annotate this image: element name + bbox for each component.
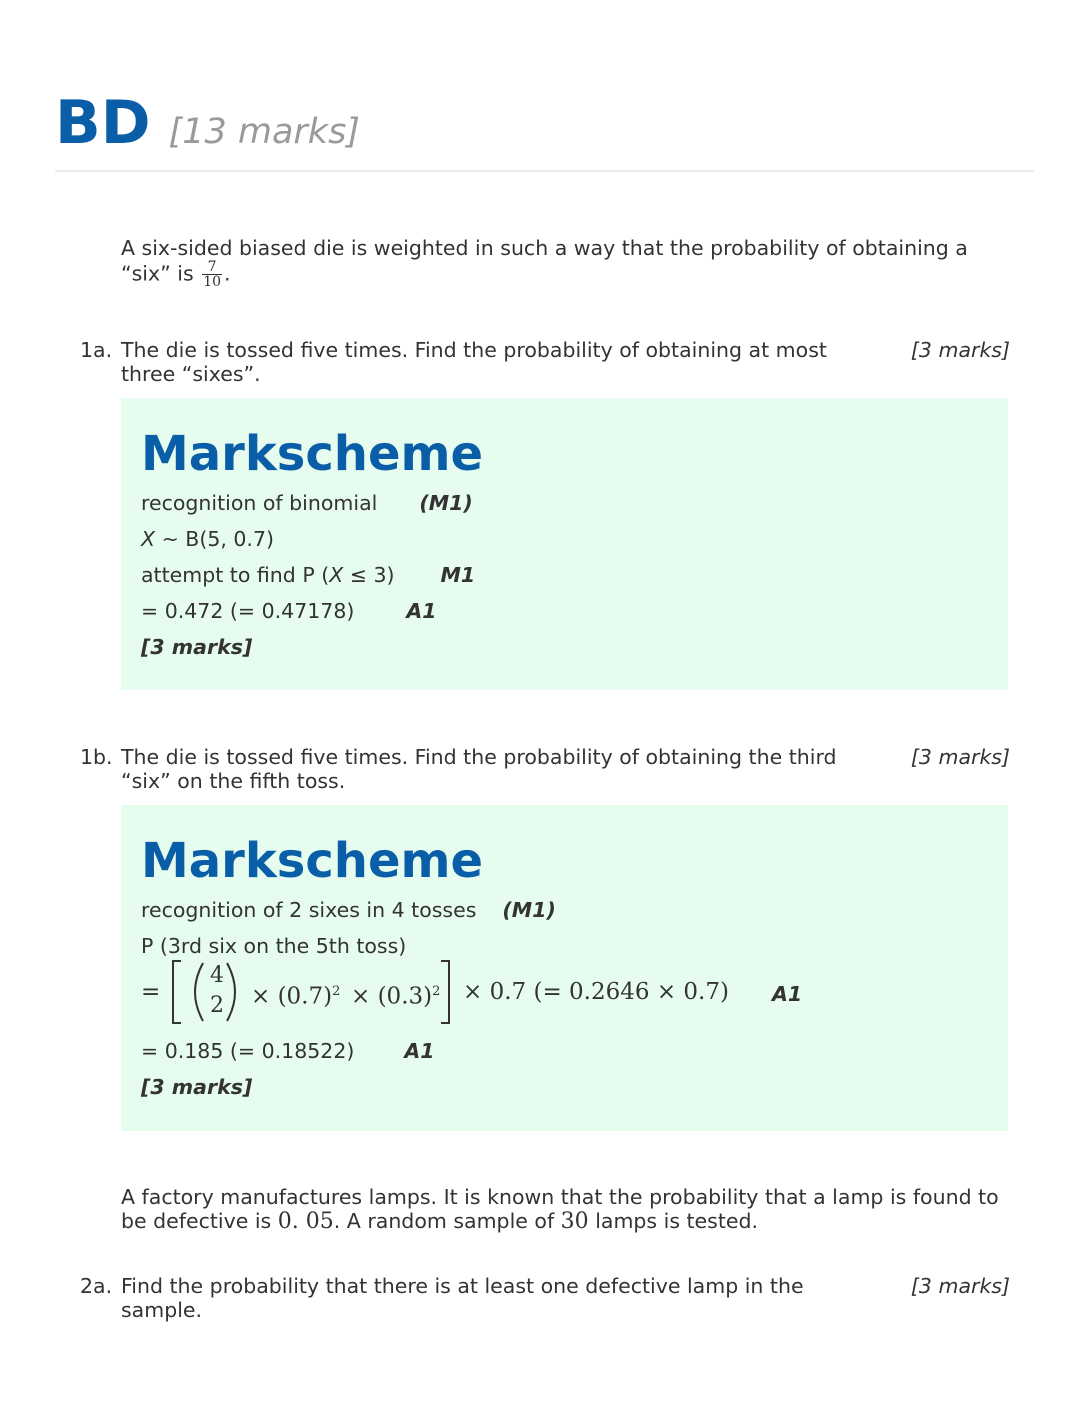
markscheme-step-text: recognition of binomial (141, 491, 378, 515)
markscheme-heading: Markscheme (141, 833, 484, 889)
markscheme-line (141, 563, 475, 587)
formula-term-text: × (0.3) (351, 983, 433, 1010)
markscheme-line (141, 898, 556, 922)
question-number-1a: 1a. (80, 338, 113, 362)
markscheme-line (141, 1039, 435, 1063)
markscheme-step-text: attempt to find P ( (141, 563, 330, 587)
markscheme-step-text: ≤ 3) (343, 563, 395, 587)
mark-label: (M1) (419, 491, 473, 515)
formula-term-03 (351, 980, 440, 1009)
question-number-1b: 1b. (80, 745, 113, 769)
binomial-bottom: 2 (210, 993, 224, 1018)
title-code: BD (55, 88, 151, 158)
question-marks-2a: [3 marks] (910, 1274, 1010, 1298)
markscheme-step-text: = 0.185 (= 0.18522) (141, 1039, 355, 1063)
mark-label: A1 (772, 982, 803, 1006)
probability-value: 0. 05 (277, 1209, 334, 1234)
markscheme-step-text: P (3rd six on the 5th toss) (141, 934, 407, 958)
question-text-1a: The die is tossed five times. Find the probability of obtaining at most three “sixes”. (121, 338, 827, 386)
markscheme-box-1b (121, 805, 1008, 1131)
mark-label: M1 (440, 563, 476, 587)
question-marks-1b: [3 marks] (910, 745, 1010, 769)
formula-term-07 (251, 980, 340, 1009)
formula-term-text: × (0.7) (251, 983, 333, 1010)
variable-x: X (141, 527, 156, 551)
question-text-2a: Find the probability that there is at least one defective lamp in the sample. (121, 1274, 804, 1322)
exponent: 2 (432, 984, 441, 999)
markscheme-line (141, 527, 274, 551)
markscheme-box-1a (121, 398, 1008, 690)
markscheme-step-text: ~ B(5, 0.7) (155, 527, 274, 551)
intro-lamps (121, 1185, 1011, 1234)
intro-die-text: A six-sided biased die is weighted in such a way that the probability of obtaining a “six” is (121, 236, 968, 286)
intro-die (121, 236, 1021, 289)
question-marks-1a: [3 marks] (910, 338, 1010, 362)
mark-label: (M1) (502, 898, 556, 922)
markscheme-heading: Markscheme (141, 426, 484, 482)
markscheme-step-text: recognition of 2 sixes in 4 tosses (141, 898, 477, 922)
markscheme-line (141, 934, 406, 958)
page-title (55, 88, 360, 158)
binomial-top: 4 (210, 963, 224, 988)
fraction-denominator: 10 (203, 274, 222, 290)
mark-label: A1 (406, 599, 437, 623)
question-text-1b: The die is tossed five times. Find the probability of obtaining the third “six” on the fifth toss. (121, 745, 837, 793)
markscheme-total: [3 marks] (141, 635, 253, 659)
markscheme-total: [3 marks] (141, 1075, 253, 1099)
exponent: 2 (332, 984, 341, 999)
header-divider (55, 170, 1034, 172)
intro-lamps-text: . A random sample of (333, 1209, 561, 1233)
sample-size-value: 30 (560, 1209, 589, 1234)
variable-x: X (329, 563, 344, 587)
markscheme-line (141, 599, 437, 623)
formula-tail: × 0.7 (= 0.2646 × 0.7) (463, 979, 729, 1005)
formula-equals: = (141, 979, 161, 1005)
markscheme-step-text: = 0.472 (= 0.47178) (141, 599, 355, 623)
mark-label: A1 (404, 1039, 435, 1063)
intro-lamps-text: lamps is tested. (588, 1209, 759, 1233)
fraction-seven-tenths (202, 260, 222, 289)
title-marks: [13 marks] (168, 112, 360, 152)
intro-die-period: . (224, 261, 231, 286)
binomial-coefficient (205, 961, 229, 1021)
intro-lamps-text: A factory manufactures lamps. It is known that the probability that a lamp is found to be defective is (121, 1185, 999, 1233)
question-number-2a: 2a. (80, 1274, 113, 1298)
markscheme-line (141, 491, 473, 515)
fraction-numerator: 7 (207, 259, 217, 275)
